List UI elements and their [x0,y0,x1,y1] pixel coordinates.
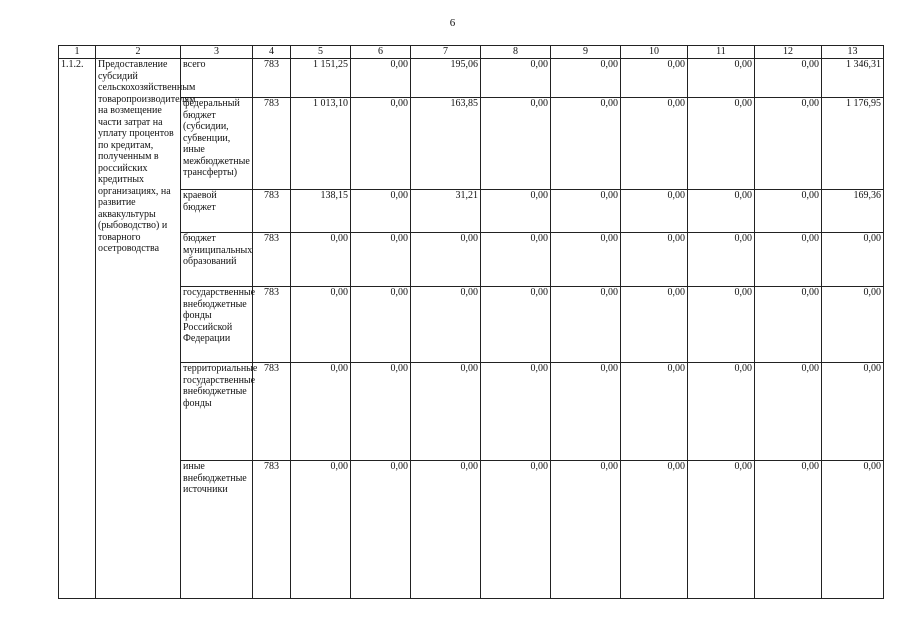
value-cell: 0,00 [351,461,411,599]
header-cell: 10 [621,46,688,59]
value-cell: 0,00 [411,287,481,363]
value-cell: 0,00 [755,98,822,190]
funding-source-cell: государственные внебюджетные фонды Российской Федерации [181,287,253,363]
funding-source-cell: всего [181,59,253,98]
code-cell: 783 [253,233,291,287]
header-cell: 4 [253,46,291,59]
value-cell: 0,00 [755,363,822,461]
value-cell: 0,00 [351,363,411,461]
value-cell: 0,00 [481,98,551,190]
value-cell: 0,00 [688,233,755,287]
value-cell: 0,00 [688,287,755,363]
table-row [59,287,884,363]
value-cell: 0,00 [481,363,551,461]
value-cell: 31,21 [411,190,481,233]
value-cell: 0,00 [291,287,351,363]
value-cell: 0,00 [551,287,621,363]
code-cell: 783 [253,363,291,461]
table-row [59,59,884,98]
value-cell: 0,00 [688,98,755,190]
table-row [59,461,884,599]
value-cell: 0,00 [481,190,551,233]
value-cell: 0,00 [688,190,755,233]
table-row [59,98,884,190]
table-row [59,233,884,287]
value-cell: 0,00 [481,287,551,363]
item-description-cell: Предоставление субсидий сельскохозяйственным товаропроизводителям на возмещение части затрат на уплату процентов по кредитам, полученным в российских кредитных организациях, на развитие аквакультуры (рыбоводство) и товарного осетроводства [96,59,181,599]
value-cell: 0,00 [481,59,551,98]
value-cell: 0,00 [621,233,688,287]
table-row [59,190,884,233]
code-cell: 783 [253,59,291,98]
code-cell: 783 [253,98,291,190]
header-cell: 12 [755,46,822,59]
item-code-cell: 1.1.2. [59,59,96,599]
header-cell: 5 [291,46,351,59]
value-cell: 0,00 [688,363,755,461]
value-cell: 0,00 [291,233,351,287]
value-cell: 0,00 [755,190,822,233]
value-cell: 0,00 [822,363,884,461]
value-cell: 169,36 [822,190,884,233]
header-cell: 2 [96,46,181,59]
value-cell: 0,00 [755,59,822,98]
value-cell: 0,00 [621,363,688,461]
funding-source-cell: иные внебюджетные источники [181,461,253,599]
value-cell: 0,00 [351,287,411,363]
value-cell: 0,00 [351,59,411,98]
header-cell: 7 [411,46,481,59]
header-cell: 9 [551,46,621,59]
value-cell: 0,00 [621,98,688,190]
value-cell: 0,00 [411,461,481,599]
funding-source-cell: краевой бюджет [181,190,253,233]
value-cell: 0,00 [481,233,551,287]
value-cell: 0,00 [755,233,822,287]
value-cell: 0,00 [755,461,822,599]
value-cell: 0,00 [551,59,621,98]
value-cell: 0,00 [621,287,688,363]
value-cell: 195,06 [411,59,481,98]
header-cell: 13 [822,46,884,59]
value-cell: 0,00 [822,461,884,599]
value-cell: 0,00 [551,363,621,461]
header-cell: 3 [181,46,253,59]
table-row [59,363,884,461]
code-cell: 783 [253,287,291,363]
value-cell: 0,00 [411,233,481,287]
value-cell: 0,00 [291,363,351,461]
value-cell: 1 151,25 [291,59,351,98]
value-cell: 1 346,31 [822,59,884,98]
value-cell: 138,15 [291,190,351,233]
value-cell: 0,00 [621,59,688,98]
value-cell: 0,00 [822,233,884,287]
value-cell: 1 013,10 [291,98,351,190]
value-cell: 0,00 [822,287,884,363]
value-cell: 0,00 [551,98,621,190]
value-cell: 0,00 [551,233,621,287]
page-number: 6 [449,17,456,29]
funding-source-cell: территориальные государственные внебюджетные фонды [181,363,253,461]
header-row [59,46,884,59]
value-cell: 0,00 [411,363,481,461]
value-cell: 0,00 [551,190,621,233]
header-cell: 1 [59,46,96,59]
funding-source-cell: федеральный бюджет (субсидии, субвенции, иные межбюджетные трансферты) [181,98,253,190]
header-cell: 11 [688,46,755,59]
value-cell: 0,00 [621,190,688,233]
budget-table [58,45,884,599]
value-cell: 0,00 [291,461,351,599]
value-cell: 163,85 [411,98,481,190]
value-cell: 0,00 [621,461,688,599]
value-cell: 1 176,95 [822,98,884,190]
value-cell: 0,00 [755,287,822,363]
header-cell: 6 [351,46,411,59]
header-cell: 8 [481,46,551,59]
value-cell: 0,00 [351,233,411,287]
value-cell: 0,00 [688,59,755,98]
value-cell: 0,00 [351,98,411,190]
code-cell: 783 [253,190,291,233]
code-cell: 783 [253,461,291,599]
value-cell: 0,00 [688,461,755,599]
value-cell: 0,00 [481,461,551,599]
value-cell: 0,00 [551,461,621,599]
value-cell: 0,00 [351,190,411,233]
funding-source-cell: бюджет муниципальных образований [181,233,253,287]
